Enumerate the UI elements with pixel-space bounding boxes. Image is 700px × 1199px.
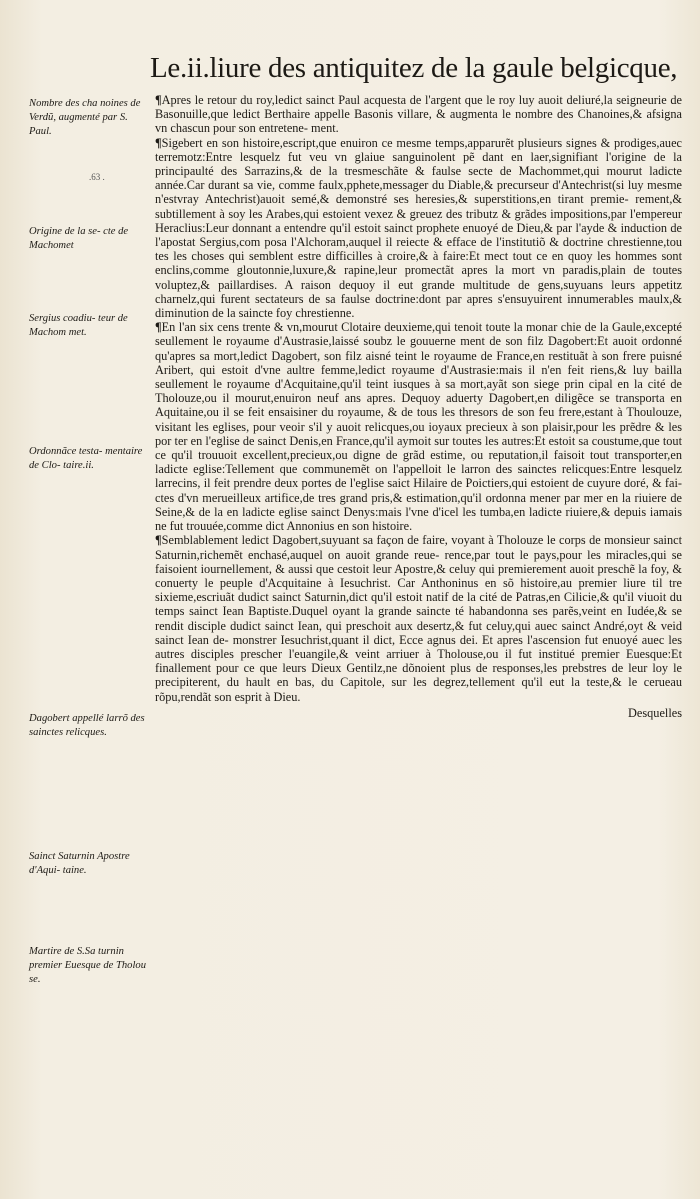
paragraph [155, 320, 682, 533]
margin-note-canons: Nombre des cha noines de Verdũ, augmenté par S. Paul. [29, 98, 141, 137]
margin-note-saturnin: Sainct Saturnin Apostre d'Aqui- taine. [29, 851, 130, 876]
main-text [155, 93, 682, 704]
paragraph [155, 533, 682, 703]
margin-note-sergius: Sergius coadiu- teur de Machom met. [29, 313, 128, 338]
margin-note-clotaire: Ordonnãce testa- mentaire de Clo- taire.ii. [29, 446, 143, 471]
margin-note-dagobert: Dagobert appellé larrõ des sainctes relicques. [29, 713, 145, 738]
margin-note-martyr: Martire de S.Sa turnin premier Euesque de Tholou se. [29, 946, 147, 985]
running-header: Le.ii.liure des antiquitez de la gaule belgicque, [150, 52, 678, 84]
pilcrow-icon: ¶ [155, 533, 162, 548]
margin-note-machomet-origin: Origine de la se- cte de Machomet [29, 226, 129, 251]
pilcrow-icon: ¶ [155, 135, 162, 150]
pilcrow-icon: ¶ [155, 93, 162, 107]
pilcrow-icon: ¶ [155, 320, 162, 335]
margin-notes [29, 0, 155, 1199]
paragraph-text: Apres le retour du roy,ledict sainct Paul acquesta de l'argent que le roy luy auoit deliuré,la seigneurie de Basonuille,que ledict Berthaire appelle Basonis villare, & augmenta le nombre des Chanoines,& afsigna vn chascun pour son entretene- ment. [155, 93, 682, 136]
folio-mark: .63 . [89, 172, 105, 182]
paragraph-text: En l'an six cens trente & vn,mourut Clotaire deuxieme,qui tenoit toute la monar chie de la Gaule,excepté seullement le royaume d'Austrasie,laissé soubz le gouuerne ment de son filz Dagobert:Et auoit ordonné qu'apres sa mort,ledict Dagobert, son filz aisné teint le royaume de France,en restituãt à son frere puisné Aribert, qui estoit d'vne aultre femme,ledict royaume d'Austrasie:mais il n'en feit riens,& luy bailla seullement le royaume d'Acquitaine,qu'il teint iusques à sa mort,ayãt son siege prin cipal en la cité de Tholouze,ou il mourut,enuiron neuf ans apres. Dequoy aduerty Dagobert,en diligẽce se transporta en Aquitaine,ou il se feit ensaisiner du royaume, & de tous les thresors de son feu frere,estant à Thoulouze, visitant les eglises, pour veoir s'il y auoit relicques,ou ioyaux precieux à son plaisir,pour les prẽdre & les por ter en l'eglise de sainct Denis,en France,qu'il aymoit sur toutes les autres:Et estoit sa coustume,que tout ce qu'il trouuoit excellent,precieux,ou digne de grãd estime, ou reputation,il faisoit tout transporter,en ladicte eglise:Tellement que communemẽt on l'appelloit le larron des sainctes relicques:Entre lesquelz larrecins, il feit prendre deux portes de l'eglise saict Hilaire de Poictiers,qui estoient de cuyure doré, & fai- ctes d'vn merueilleux artifice,de tres grand pris,& estimation,qu'il ordonna mener par mer en la riuiere de Seine,& de la en ladicte eglise sainct Denys:mais l'vne d'icel les tumba,en ladicte riuiere,& depuis iamais ne fut trouuée,comme dict Annonius en son histoire. [155, 320, 682, 534]
paragraph [155, 93, 682, 136]
paragraph-text: Semblablement ledict Dagobert,suyuant sa façon de faire, voyant à Tholouze le corps de monsieur sainct Saturnin,richemẽt enchasé,auquel on auoit grande reue- rence,par tout le pays,pour les miracles,qui se faisoient iournellement, & aussi que cestoit leur Apostre,& celuy qui premierement auoit preschẽ la foy, & conuerty le peuple d'Acquitaine à Iesuchrist. Car Anthoninus en sõ histoire,au premier liure til tre sixieme,escriuãt dudict sainct Saturnin,dict qu'il estoit natif de la cité de Patras,en Cilicie,& qu'il viuoit du temps sainct Iean Baptiste.Duquel oyant la grande saincte té habandonna ses parẽs,veint en Iudée,& se rendit disciple dudict sainct Iean, qui preschoit aux desertz,& fut celuy,qui auec sainct André,oyt & veid sainct Iean de- monstrer Iesuchrist,quant il dict, Ecce agnus dei. Et apres l'ascension fut enuoyé auec les autres disciples prescher l'euangile,& veint arriuer à Tholouse,ou il fut institué premier Euesque:Et finallement pour ce que leurs Dieux Gentilz,ne dõnoient plus de responses,les prebstres de leur loy le precipiterent, du hault en bas, du Capitole, sur les degrez,tellement qu'il eut la teste,& le cerueau rõpu,rendãt son esprit à Dieu. [155, 533, 682, 704]
paragraph [155, 136, 682, 321]
paragraph-text: Sigebert en son histoire,escript,que enuiron ce mesme temps,apparurẽt plusieurs signes & prodiges,auec terremotz:Entre lesquelz fut veu vn glaiue sanguinolent pẽ dant en laer,signifiant l'origine de la principaulté des Sarrazins,& de la tresmeschãte & faulse secte de Machommet,qui mourut ladicte année.Car durant sa vie, comme faulx,pphete,messager du Diable,& precurseur d'Antechrist(si luy mesme n'estvray Antechrist)auoit semé,& demonstré ses heresies,& superstitions,en tirant premie- rement,& subtillement à soy les Arabes,qui estoient vexez & greuez des tributz & grãdes impositions,par l'empereur Heraclius:Leur donnant a entendre qu'il estoit sainct prophete enuoyé de Dieu,& par l'ayde & induction de l'apostat Sergius,com posa l'Alchoram,auquel il reiecte & efface de l'institutiõ & doctrine chrestienne,tou tes les choses qui semblent estre difficilles à croire,& à faire:Et mect tout ce en quoy les hommes sont enclins,comme gloutonnie,luxure,& rapine,leur promectãt apres la mort vn paradis,plain de toutes voluptez,& paillardises. A raison dequoy il eut grande multitude de gens,suyuans leurs appetitz charnelz,qui furent sectateurs de sa faulse doctrine:dont par apres s'ensuyuirent innumerables maulx,& diminution de la saincte foy chrestienne. [155, 135, 682, 321]
catchword: Desquelles [628, 706, 682, 720]
